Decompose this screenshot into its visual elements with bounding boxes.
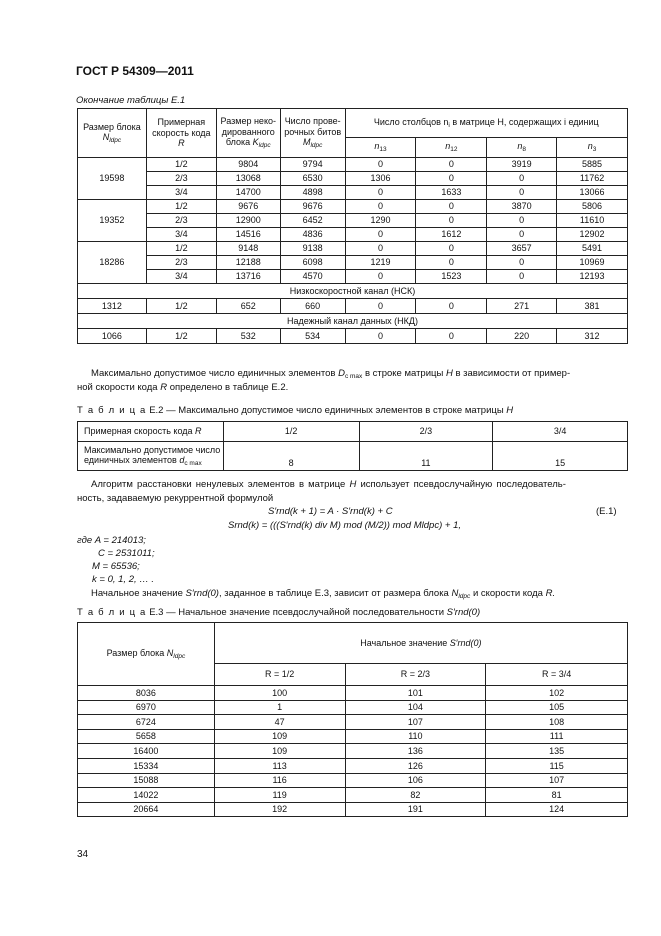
table-cell: 4570: [280, 270, 345, 284]
table-e3: [77, 622, 628, 817]
table-cell: 0: [487, 256, 557, 270]
page-number: 34: [77, 849, 89, 860]
table-cell: 4898: [280, 186, 345, 200]
table-cell: 1523: [416, 270, 487, 284]
table-cell: 110: [345, 729, 486, 744]
table-cell: 20664: [78, 802, 215, 817]
table-cell: 15088: [78, 773, 215, 788]
table-cell: 5658: [78, 729, 215, 744]
table-cell: 3/4: [146, 228, 216, 242]
lsc-title: Низкоскоростной канал (НСК): [78, 284, 628, 299]
th-block-size-e3: Размер блока $N_{ldpc}$: [78, 623, 215, 686]
table-cell: 116: [214, 773, 345, 788]
init-value-paragraph: Начальное значение S′rnd(0), заданное в таблице Е.3, зависит от размера блока $N_{ldpc}$ и скорости кода R.: [91, 588, 556, 600]
table-row: [78, 158, 628, 172]
table-cell: 82: [345, 788, 486, 803]
th-columns-group: Число столбцов $n_i$ в матрице H, содержащих i единиц: [345, 109, 627, 138]
table-cell: 6724: [78, 715, 215, 730]
table-cell: 14022: [78, 788, 215, 803]
table-cell: 3919: [487, 158, 557, 172]
table-cell: 11610: [557, 214, 628, 228]
table-cell: 5806: [557, 200, 628, 214]
table-cell: 6098: [280, 256, 345, 270]
table-cell: 3657: [487, 242, 557, 256]
table-row: [78, 228, 628, 242]
table-cell: 0: [416, 200, 487, 214]
table-cell: 9794: [280, 158, 345, 172]
table-cell: 3870: [487, 200, 557, 214]
table-cell: 5491: [557, 242, 628, 256]
table-cell: 113: [214, 758, 345, 773]
table-cell: 119: [214, 788, 345, 803]
table-e3-title: Т а б л и ц а Е.3 — Начальное значение псевдослучайной последовательности S′rnd(0): [77, 607, 481, 618]
table-cell: 0: [416, 329, 487, 344]
table-cell: 1066: [78, 329, 147, 344]
table-cell: 13066: [557, 186, 628, 200]
table-cell: 14516: [216, 228, 280, 242]
value-cell: 11: [359, 442, 493, 471]
table-cell: 9148: [216, 242, 280, 256]
th-uncoded-size: Размер неко-дированного блока $K_{ldpc}$: [216, 109, 280, 158]
where-m: M = 65536;: [92, 561, 140, 572]
table-cell: 660: [280, 299, 345, 314]
table-row: [78, 700, 628, 715]
table-cell: 2/3: [146, 214, 216, 228]
table-cell: 532: [216, 329, 280, 344]
formula-e1-2: Srnd(k) = (((S′rnd(k) div M) mod (M/2)) mod Mldpc) + 1,: [228, 520, 461, 531]
table-row: [78, 758, 628, 773]
block-size-cell: 18286: [78, 242, 147, 284]
table-cell: 312: [557, 329, 628, 344]
table-row: [78, 729, 628, 744]
table-cell: 0: [416, 158, 487, 172]
table-cell: 12193: [557, 270, 628, 284]
th-code-rate: Примерная скорость кода R: [146, 109, 216, 158]
table-cell: 1312: [78, 299, 147, 314]
table-cell: 12900: [216, 214, 280, 228]
table-cell: 3/4: [146, 270, 216, 284]
table-cell: 101: [345, 686, 486, 701]
th-n13: $n_{13}$: [345, 138, 416, 158]
th-block-size: Размер блока $N_{ldpc}$: [78, 109, 147, 158]
th-n3: $n_3$: [557, 138, 628, 158]
table-cell: 3/4: [146, 186, 216, 200]
table-cell: 0: [345, 270, 416, 284]
table-cell: 14700: [216, 186, 280, 200]
table-cell: 115: [486, 758, 628, 773]
table-e2: [77, 421, 628, 471]
table-cell: 12902: [557, 228, 628, 242]
table-cell: 4836: [280, 228, 345, 242]
table-row: [78, 256, 628, 270]
table-cell: 1/2: [146, 299, 216, 314]
table-cell: 6452: [280, 214, 345, 228]
table-row: [78, 299, 628, 314]
table-cell: 0: [345, 186, 416, 200]
table-cell: 191: [345, 802, 486, 817]
table-row: [78, 200, 628, 214]
table-cell: 9676: [216, 200, 280, 214]
table-cell: 0: [416, 256, 487, 270]
table-row: [78, 744, 628, 759]
table-row: [78, 270, 628, 284]
table-cell: 1633: [416, 186, 487, 200]
table-row: [78, 186, 628, 200]
table-cell: 111: [486, 729, 628, 744]
where-a: где A = 214013;: [77, 535, 146, 546]
th-rate: R = 2/3: [345, 664, 486, 686]
table-cell: 534: [280, 329, 345, 344]
table-cell: 0: [487, 214, 557, 228]
table-cell: 652: [216, 299, 280, 314]
table-cell: 105: [486, 700, 628, 715]
table-cell: 1306: [345, 172, 416, 186]
table-row: [78, 773, 628, 788]
table-cell: 6530: [280, 172, 345, 186]
table-cell: 11762: [557, 172, 628, 186]
th-rate: R = 3/4: [486, 664, 628, 686]
rdc-title: Надежный канал данных (НКД): [78, 314, 628, 329]
algo-line2: ность, задаваемую рекуррентной формулой: [77, 493, 274, 504]
table-row: [78, 172, 628, 186]
table-e1: [77, 108, 628, 344]
table-row: [78, 214, 628, 228]
table-cell: 0: [345, 242, 416, 256]
table-cell: 10969: [557, 256, 628, 270]
table-row: [78, 802, 628, 817]
table-cell: 5885: [557, 158, 628, 172]
table-cell: 0: [416, 172, 487, 186]
paragraph-max-units-cont: ной скорости кода R определено в таблице Е.2.: [77, 382, 289, 393]
table-cell: 2/3: [146, 256, 216, 270]
table-cell: 1/2: [146, 329, 216, 344]
paragraph-max-units: Максимально допустимое число единичных элементов $D_{c max}$ в строке матрицы H в зависимости от пример-: [91, 368, 571, 380]
block-size-cell: 19352: [78, 200, 147, 242]
th-rate: R = 1/2: [214, 664, 345, 686]
table-row: [78, 686, 628, 701]
value-cell: 15: [493, 442, 628, 471]
page-header: ГОСТ Р 54309—2011: [76, 64, 194, 78]
table-cell: 108: [486, 715, 628, 730]
block-size-cell: 19598: [78, 158, 147, 200]
th-n12: $n_{12}$: [416, 138, 487, 158]
th-initial-value: Начальное значение S′rnd(0): [214, 623, 627, 664]
table-cell: 106: [345, 773, 486, 788]
table-cell: 9804: [216, 158, 280, 172]
rate-cell: 3/4: [493, 422, 628, 442]
table-cell: 107: [345, 715, 486, 730]
table-cell: 0: [345, 228, 416, 242]
table-cell: 100: [214, 686, 345, 701]
table-cell: 109: [214, 744, 345, 759]
row2-label: Максимально допустимое число единичных элементов $d_{c max}$: [78, 442, 224, 471]
table-cell: 0: [345, 200, 416, 214]
table-cell: 0: [416, 299, 487, 314]
table-cell: 1/2: [146, 200, 216, 214]
table-cell: 0: [487, 186, 557, 200]
table-cell: 1: [214, 700, 345, 715]
table-cell: 47: [214, 715, 345, 730]
table-cell: 0: [416, 214, 487, 228]
formula-e1: S′rnd(k + 1) = A · S′rnd(k) + C: [268, 506, 393, 517]
table-cell: 135: [486, 744, 628, 759]
table-cell: 0: [416, 242, 487, 256]
table-e2-title: Т а б л и ц а Е.2 — Максимально допустимое число единичных элементов в строке матрицы H: [77, 405, 514, 416]
value-cell: 8: [223, 442, 359, 471]
table-row: [78, 715, 628, 730]
table-cell: 16400: [78, 744, 215, 759]
table-cell: 1/2: [146, 158, 216, 172]
table-cell: 1219: [345, 256, 416, 270]
table-cell: 12188: [216, 256, 280, 270]
row1-label: Примерная скорость кода R: [78, 422, 224, 442]
table-cell: 0: [487, 270, 557, 284]
table-cell: 2/3: [146, 172, 216, 186]
table-cell: 1290: [345, 214, 416, 228]
table-cell: 1612: [416, 228, 487, 242]
table-cell: 381: [557, 299, 628, 314]
table-cell: 0: [487, 172, 557, 186]
table-cell: 107: [486, 773, 628, 788]
th-n8: $n_8$: [487, 138, 557, 158]
where-c: C = 2531011;: [98, 548, 155, 559]
rate-cell: 2/3: [359, 422, 493, 442]
table-cell: 271: [487, 299, 557, 314]
table-cell: 9676: [280, 200, 345, 214]
rate-cell: 1/2: [223, 422, 359, 442]
where-k: k = 0, 1, 2, … .: [92, 574, 155, 585]
table-cell: 13716: [216, 270, 280, 284]
table-cell: 109: [214, 729, 345, 744]
table-cell: 104: [345, 700, 486, 715]
table-cell: 124: [486, 802, 628, 817]
table-cell: 220: [487, 329, 557, 344]
algo-line1: Алгоритм расстановки ненулевых элементов в матрице H использует псевдослучайную последователь-: [91, 479, 566, 490]
formula-number: (Е.1): [596, 506, 617, 517]
table-cell: 0: [345, 158, 416, 172]
table-cell: 8036: [78, 686, 215, 701]
table-cell: 192: [214, 802, 345, 817]
table-cell: 9138: [280, 242, 345, 256]
table-cell: 13068: [216, 172, 280, 186]
table-cell: 15334: [78, 758, 215, 773]
table-cell: 0: [487, 228, 557, 242]
table-cell: 0: [345, 299, 416, 314]
table-cell: 6970: [78, 700, 215, 715]
table-cell: 136: [345, 744, 486, 759]
table-row: [78, 329, 628, 344]
table-cell: 126: [345, 758, 486, 773]
table-row: [78, 788, 628, 803]
table-cell: 81: [486, 788, 628, 803]
th-parity-bits: Число прове-рочных битов $M_{ldpc}$: [280, 109, 345, 158]
table-cell: 0: [345, 329, 416, 344]
table-e1-caption: Окончание таблицы Е.1: [76, 95, 186, 106]
table-cell: 102: [486, 686, 628, 701]
table-cell: 1/2: [146, 242, 216, 256]
table-row: [78, 242, 628, 256]
